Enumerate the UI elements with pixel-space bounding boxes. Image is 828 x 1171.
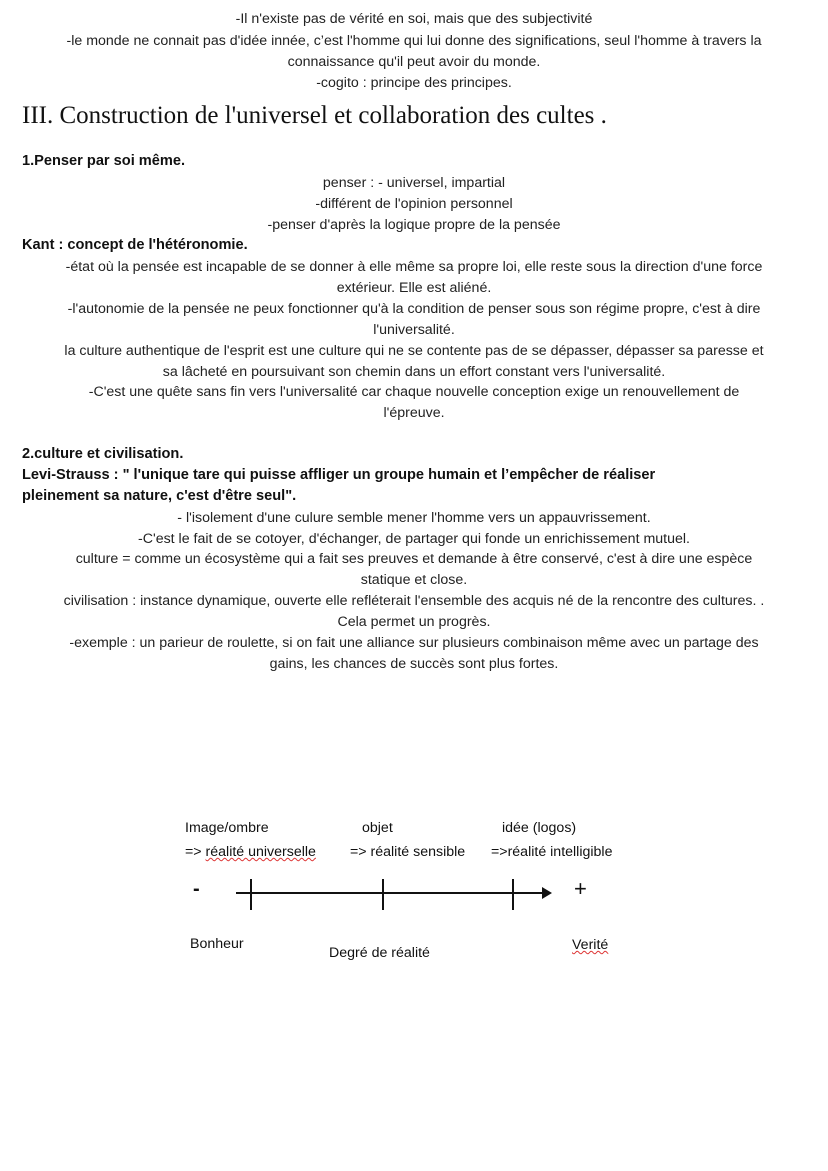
diagram-col3-label: idée (logos) [502,820,577,836]
diagram-right-label: Verité [572,937,609,953]
section1-line: -différent de l'opinion personnel [315,196,513,212]
reality-axis [230,874,560,914]
section-heading: III. Construction de l'universel et collaboration des cultes . [22,102,607,129]
kant-line: -l'autonomie de la pensée ne peux fonctionner qu'à la condition de penser sous son régime propre, c'est à dire [67,301,761,317]
section2-line: - l'isolement d'une culure semble mener l'homme vers un appauvrissement. [177,510,651,526]
intro-line-4: -cogito : principe des principes. [316,75,512,91]
levi-strauss-quote-2: pleinement sa nature, c'est d'être seul". [22,488,297,504]
diagram-left-label: Bonheur [190,936,244,952]
section2-line: civilisation : instance dynamique, ouverte elle refléterait l'ensemble des acquis né de la rencontre des cultures. . [63,593,765,609]
diagram-col2-label: objet [362,820,393,836]
section2-line: statique et close. [360,572,468,588]
kant-title: Kant : concept de l'hétéronomie. [22,237,248,253]
section1-title: 1.Penser par soi même. [22,153,186,169]
diagram-minus: - [193,878,200,900]
section2-line: Cela permet un progrès. [337,614,491,630]
diagram-col1-sub-text: réalité universelle [205,844,316,860]
diagram-center-label: Degré de réalité [329,945,430,961]
kant-line: l'épreuve. [383,405,445,421]
kant-line: extérieur. Elle est aliéné. [336,280,492,296]
section2-title: 2.culture et civilisation. [22,446,184,462]
diagram-col3-sub: =>réalité intelligible [491,844,613,860]
kant-line: sa lâcheté en poursuivant son chemin dans un effort constant vers l'universalité. [162,364,666,380]
section2-line: -exemple : un parieur de roulette, si on fait une alliance sur plusieurs combinaison même avec un partage des [69,635,759,651]
diagram-col2-sub: => réalité sensible [350,844,466,860]
diagram-col1-sub [185,844,316,860]
section1-line: penser : - universel, impartial [322,175,506,191]
kant-line: -C'est une quête sans fin vers l'universalité car chaque nouvelle conception exige un renouvellement de [88,384,740,400]
diagram-plus: + [574,876,587,901]
intro-line-2: -le monde ne connait pas d'idée innée, c’est l'homme qui lui donne des significations, seul l'homme à travers la [66,33,762,49]
section2-line: -C'est le fait de se cotoyer, d'échanger, de partager qui fonde un enrichissement mutuel. [138,531,690,547]
diagram-col1-label: Image/ombre [185,820,269,836]
kant-line: la culture authentique de l'esprit est une culture qui ne se contente pas de se dépasser, dépasser sa paresse et [64,343,764,359]
kant-line: l'universalité. [373,322,455,338]
levi-strauss-quote-1: Levi-Strauss : " l'unique tare qui puisse affliger un groupe humain et l’empêcher de réaliser [22,467,656,483]
section2-line: culture = comme un écosystème qui a fait ses preuves et demande à être conservé, c'est à dire une espèce [75,551,753,567]
intro-line-3: connaissance qu'il peut avoir du monde. [287,54,541,70]
axis-arrowhead [542,887,552,899]
section1-line: -penser d'après la logique propre de la pensée [267,217,561,233]
section2-line: gains, les chances de succès sont plus fortes. [269,656,559,672]
diagram-col1-arrow: => [185,844,202,860]
intro-line-1: -Il n'existe pas de vérité en soi, mais que des subjectivité [235,11,593,27]
kant-line: -état où la pensée est incapable de se donner à elle même sa propre loi, elle reste sous la direction d'une force [65,259,763,275]
